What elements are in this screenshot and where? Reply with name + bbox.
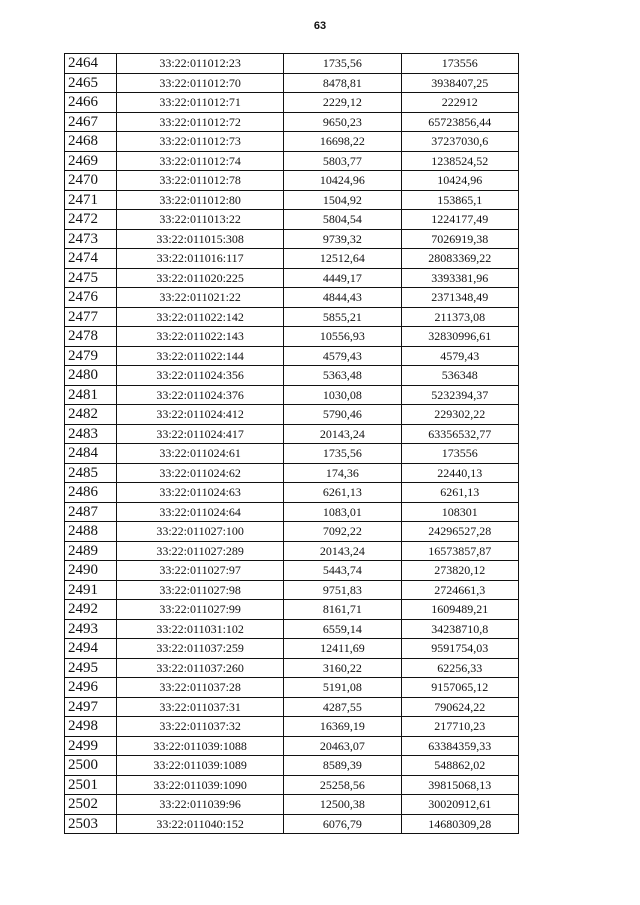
table-row	[65, 366, 519, 386]
cadastral-number-cell: 33:22:011012:80	[117, 190, 284, 210]
cadastral-number-cell: 33:22:011037:31	[117, 697, 284, 717]
table-row	[65, 73, 519, 93]
table-row	[65, 502, 519, 522]
value-cell: 63356532,77	[401, 424, 518, 444]
row-number-cell: 2481	[65, 385, 117, 405]
table-row	[65, 307, 519, 327]
value-cell: 790624,22	[401, 697, 518, 717]
area-cell: 5855,21	[284, 307, 401, 327]
value-cell: 7026919,38	[401, 229, 518, 249]
row-number-cell: 2471	[65, 190, 117, 210]
cadastral-number-cell: 33:22:011024:63	[117, 483, 284, 503]
table-row	[65, 678, 519, 698]
cadastral-number-cell: 33:22:011024:64	[117, 502, 284, 522]
row-number-cell: 2492	[65, 600, 117, 620]
value-cell: 24296527,28	[401, 522, 518, 542]
row-number-cell: 2482	[65, 405, 117, 425]
row-number-cell: 2489	[65, 541, 117, 561]
cadastral-number-cell: 33:22:011024:412	[117, 405, 284, 425]
table-row	[65, 463, 519, 483]
cadastral-number-cell: 33:22:011012:71	[117, 93, 284, 113]
row-number-cell: 2488	[65, 522, 117, 542]
row-number-cell: 2468	[65, 132, 117, 152]
cadastral-number-cell: 33:22:011027:97	[117, 561, 284, 581]
value-cell: 273820,12	[401, 561, 518, 581]
cadastral-number-cell: 33:22:011037:260	[117, 658, 284, 678]
value-cell: 3393381,96	[401, 268, 518, 288]
cadastral-number-cell: 33:22:011021:22	[117, 288, 284, 308]
area-cell: 6076,79	[284, 814, 401, 834]
area-cell: 5443,74	[284, 561, 401, 581]
area-cell: 12411,69	[284, 639, 401, 659]
area-cell: 1504,92	[284, 190, 401, 210]
cadastral-number-cell: 33:22:011022:143	[117, 327, 284, 347]
cadastral-number-cell: 33:22:011037:28	[117, 678, 284, 698]
value-cell: 2724661,3	[401, 580, 518, 600]
area-cell: 16698,22	[284, 132, 401, 152]
area-cell: 174,36	[284, 463, 401, 483]
row-number-cell: 2498	[65, 717, 117, 737]
value-cell: 6261,13	[401, 483, 518, 503]
cadastral-number-cell: 33:22:011013:22	[117, 210, 284, 230]
table-row	[65, 151, 519, 171]
cadastral-number-cell: 33:22:011016:117	[117, 249, 284, 269]
value-cell: 3938407,25	[401, 73, 518, 93]
table-body	[65, 54, 519, 834]
table-row	[65, 249, 519, 269]
area-cell: 20143,24	[284, 541, 401, 561]
area-cell: 5790,46	[284, 405, 401, 425]
cadastral-number-cell: 33:22:011012:70	[117, 73, 284, 93]
cadastral-number-cell: 33:22:011022:144	[117, 346, 284, 366]
cadastral-number-cell: 33:22:011039:1089	[117, 756, 284, 776]
table-row	[65, 132, 519, 152]
area-cell: 1735,56	[284, 444, 401, 464]
cadastral-number-cell: 33:22:011039:1090	[117, 775, 284, 795]
table-row	[65, 210, 519, 230]
table-row	[65, 385, 519, 405]
value-cell: 28083369,22	[401, 249, 518, 269]
value-cell: 1224177,49	[401, 210, 518, 230]
table-row	[65, 697, 519, 717]
area-cell: 8478,81	[284, 73, 401, 93]
value-cell: 173556	[401, 444, 518, 464]
area-cell: 25258,56	[284, 775, 401, 795]
row-number-cell: 2499	[65, 736, 117, 756]
row-number-cell: 2495	[65, 658, 117, 678]
cadastral-number-cell: 33:22:011012:72	[117, 112, 284, 132]
area-cell: 4844,43	[284, 288, 401, 308]
cadastral-number-cell: 33:22:011012:73	[117, 132, 284, 152]
area-cell: 20143,24	[284, 424, 401, 444]
table-row	[65, 444, 519, 464]
cadastral-number-cell: 33:22:011027:289	[117, 541, 284, 561]
cadastral-number-cell: 33:22:011037:259	[117, 639, 284, 659]
cadastral-number-cell: 33:22:011040:152	[117, 814, 284, 834]
area-cell: 5803,77	[284, 151, 401, 171]
row-number-cell: 2491	[65, 580, 117, 600]
cadastral-number-cell: 33:22:011012:74	[117, 151, 284, 171]
area-cell: 6261,13	[284, 483, 401, 503]
area-cell: 16369,19	[284, 717, 401, 737]
table-row	[65, 327, 519, 347]
cadastral-number-cell: 33:22:011027:100	[117, 522, 284, 542]
table-row	[65, 424, 519, 444]
cadastral-number-cell: 33:22:011012:78	[117, 171, 284, 191]
area-cell: 1083,01	[284, 502, 401, 522]
cadastral-number-cell: 33:22:011024:61	[117, 444, 284, 464]
row-number-cell: 2490	[65, 561, 117, 581]
row-number-cell: 2483	[65, 424, 117, 444]
area-cell: 10424,96	[284, 171, 401, 191]
value-cell: 30020912,61	[401, 795, 518, 815]
row-number-cell: 2503	[65, 814, 117, 834]
table-row	[65, 93, 519, 113]
value-cell: 10424,96	[401, 171, 518, 191]
row-number-cell: 2484	[65, 444, 117, 464]
table-row	[65, 522, 519, 542]
table-row	[65, 171, 519, 191]
table-row	[65, 775, 519, 795]
cadastral-number-cell: 33:22:011012:23	[117, 54, 284, 74]
value-cell: 63384359,33	[401, 736, 518, 756]
row-number-cell: 2479	[65, 346, 117, 366]
row-number-cell: 2502	[65, 795, 117, 815]
area-cell: 1030,08	[284, 385, 401, 405]
cadastral-number-cell: 33:22:011024:376	[117, 385, 284, 405]
table-row	[65, 112, 519, 132]
area-cell: 12500,38	[284, 795, 401, 815]
cadastral-number-cell: 33:22:011027:98	[117, 580, 284, 600]
area-cell: 9650,23	[284, 112, 401, 132]
area-cell: 9751,83	[284, 580, 401, 600]
table-row	[65, 268, 519, 288]
cadastral-number-cell: 33:22:011027:99	[117, 600, 284, 620]
value-cell: 153865,1	[401, 190, 518, 210]
table-row	[65, 639, 519, 659]
table-row	[65, 288, 519, 308]
area-cell: 20463,07	[284, 736, 401, 756]
value-cell: 108301	[401, 502, 518, 522]
table-row	[65, 346, 519, 366]
row-number-cell: 2473	[65, 229, 117, 249]
cadastral-number-cell: 33:22:011039:96	[117, 795, 284, 815]
row-number-cell: 2469	[65, 151, 117, 171]
row-number-cell: 2497	[65, 697, 117, 717]
value-cell: 548862,02	[401, 756, 518, 776]
value-cell: 9157065,12	[401, 678, 518, 698]
value-cell: 14680309,28	[401, 814, 518, 834]
area-cell: 5804,54	[284, 210, 401, 230]
table-row	[65, 405, 519, 425]
table-row	[65, 814, 519, 834]
area-cell: 9739,32	[284, 229, 401, 249]
value-cell: 22440,13	[401, 463, 518, 483]
row-number-cell: 2501	[65, 775, 117, 795]
value-cell: 229302,22	[401, 405, 518, 425]
row-number-cell: 2467	[65, 112, 117, 132]
page-number: 63	[313, 20, 327, 32]
cadastral-number-cell: 33:22:011024:62	[117, 463, 284, 483]
area-cell: 8589,39	[284, 756, 401, 776]
row-number-cell: 2493	[65, 619, 117, 639]
value-cell: 9591754,03	[401, 639, 518, 659]
row-number-cell: 2465	[65, 73, 117, 93]
cadastral-number-cell: 33:22:011020:225	[117, 268, 284, 288]
row-number-cell: 2496	[65, 678, 117, 698]
cadastral-number-cell: 33:22:011024:356	[117, 366, 284, 386]
area-cell: 1735,56	[284, 54, 401, 74]
table-row	[65, 619, 519, 639]
value-cell: 39815068,13	[401, 775, 518, 795]
table-row	[65, 561, 519, 581]
value-cell: 16573857,87	[401, 541, 518, 561]
value-cell: 2371348,49	[401, 288, 518, 308]
area-cell: 10556,93	[284, 327, 401, 347]
row-number-cell: 2500	[65, 756, 117, 776]
value-cell: 173556	[401, 54, 518, 74]
row-number-cell: 2475	[65, 268, 117, 288]
cadastral-number-cell: 33:22:011015:308	[117, 229, 284, 249]
area-cell: 5191,08	[284, 678, 401, 698]
row-number-cell: 2494	[65, 639, 117, 659]
row-number-cell: 2485	[65, 463, 117, 483]
value-cell: 211373,08	[401, 307, 518, 327]
table-row	[65, 580, 519, 600]
table-row	[65, 600, 519, 620]
table-row	[65, 756, 519, 776]
area-cell: 5363,48	[284, 366, 401, 386]
cadastral-number-cell: 33:22:011031:102	[117, 619, 284, 639]
row-number-cell: 2486	[65, 483, 117, 503]
cadastral-number-cell: 33:22:011024:417	[117, 424, 284, 444]
row-number-cell: 2470	[65, 171, 117, 191]
area-cell: 4449,17	[284, 268, 401, 288]
row-number-cell: 2466	[65, 93, 117, 113]
value-cell: 5232394,37	[401, 385, 518, 405]
cadastral-number-cell: 33:22:011037:32	[117, 717, 284, 737]
row-number-cell: 2478	[65, 327, 117, 347]
row-number-cell: 2487	[65, 502, 117, 522]
value-cell: 34238710,8	[401, 619, 518, 639]
area-cell: 7092,22	[284, 522, 401, 542]
area-cell: 4287,55	[284, 697, 401, 717]
cadastral-table	[64, 53, 519, 834]
table-row	[65, 54, 519, 74]
value-cell: 4579,43	[401, 346, 518, 366]
row-number-cell: 2474	[65, 249, 117, 269]
table-row	[65, 658, 519, 678]
row-number-cell: 2480	[65, 366, 117, 386]
value-cell: 65723856,44	[401, 112, 518, 132]
area-cell: 12512,64	[284, 249, 401, 269]
table-row	[65, 483, 519, 503]
table-row	[65, 541, 519, 561]
table-row	[65, 717, 519, 737]
table-row	[65, 190, 519, 210]
cadastral-number-cell: 33:22:011022:142	[117, 307, 284, 327]
table-row	[65, 736, 519, 756]
area-cell: 2229,12	[284, 93, 401, 113]
table-row	[65, 795, 519, 815]
area-cell: 3160,22	[284, 658, 401, 678]
area-cell: 4579,43	[284, 346, 401, 366]
row-number-cell: 2476	[65, 288, 117, 308]
value-cell: 222912	[401, 93, 518, 113]
row-number-cell: 2464	[65, 54, 117, 74]
value-cell: 217710,23	[401, 717, 518, 737]
area-cell: 8161,71	[284, 600, 401, 620]
value-cell: 1609489,21	[401, 600, 518, 620]
row-number-cell: 2477	[65, 307, 117, 327]
area-cell: 6559,14	[284, 619, 401, 639]
table-row	[65, 229, 519, 249]
value-cell: 37237030,6	[401, 132, 518, 152]
cadastral-number-cell: 33:22:011039:1088	[117, 736, 284, 756]
value-cell: 1238524,52	[401, 151, 518, 171]
value-cell: 32830996,61	[401, 327, 518, 347]
value-cell: 536348	[401, 366, 518, 386]
row-number-cell: 2472	[65, 210, 117, 230]
value-cell: 62256,33	[401, 658, 518, 678]
